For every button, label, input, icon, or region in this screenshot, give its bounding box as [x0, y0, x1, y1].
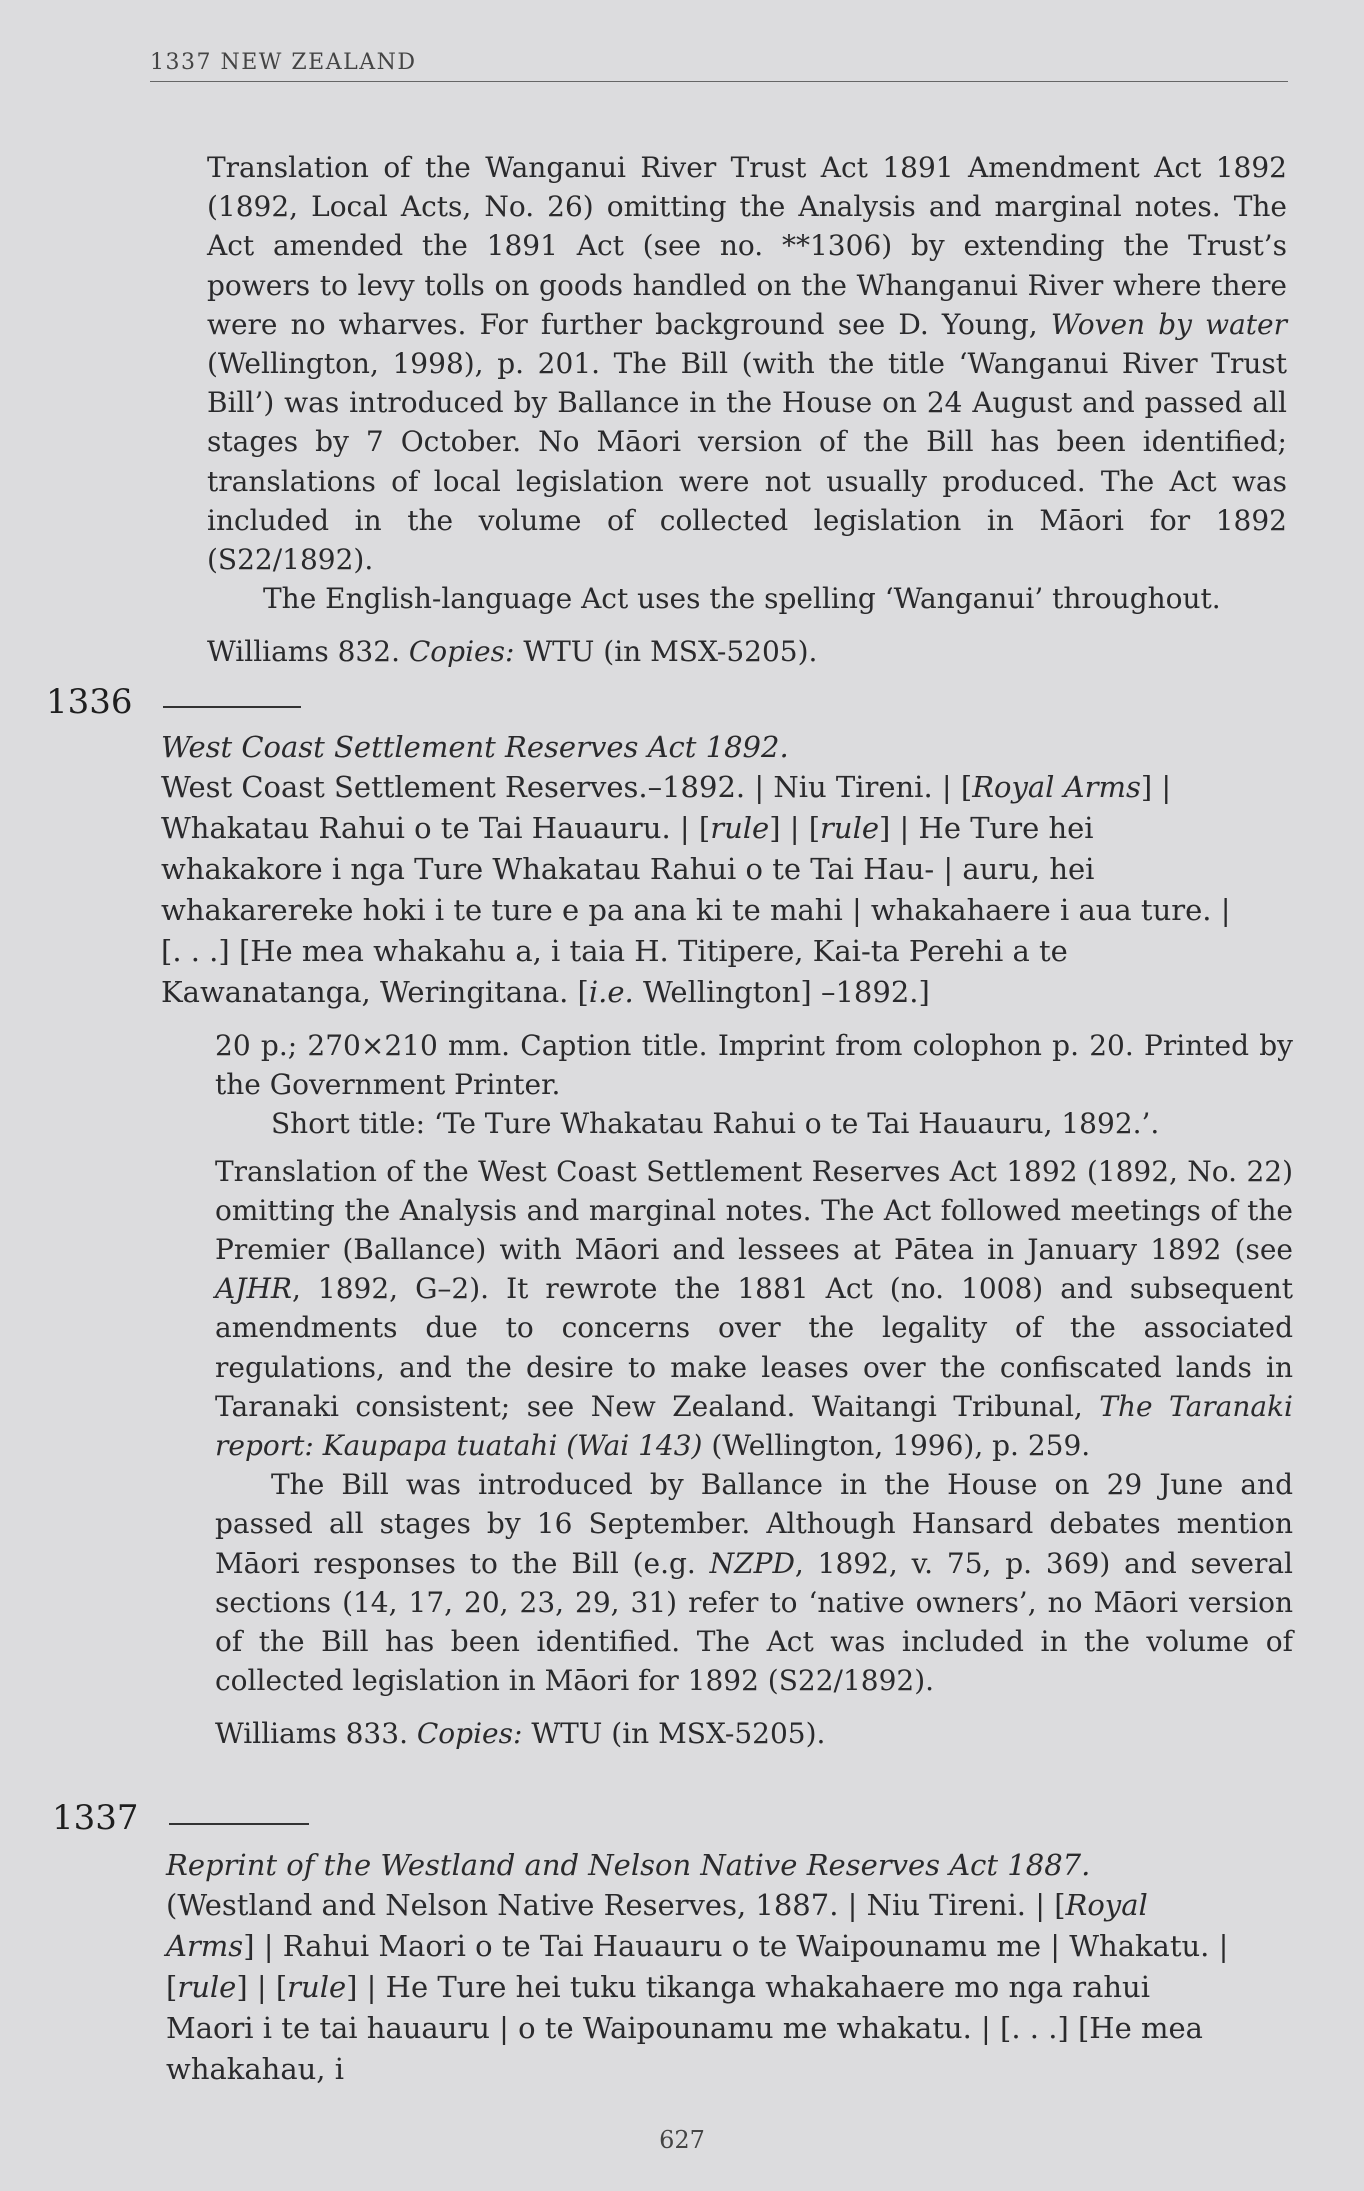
reference-line: Williams 832. Copies: WTU (in MSX-5205).: [207, 635, 818, 669]
entry-title: Reprint of the Westland and Nelson Native Reserves Act 1887.: [166, 1848, 1091, 1882]
notes-paragraph: The English-language Act uses the spelling ‘Wanganui’ throughout.: [263, 582, 1221, 616]
notes-paragraph: Translation of the Wanganui River Trust Act 1891 Amendment Act 1892 (1892, Local Acts, No. 26) omitting the Analysis and marginal notes. The Act amended the 1891 Act (see no. **1306) by extending the Trust’s powers to levy tolls on goods handled on the Whanganui River where there were no wharves. For further background see D. Young, Woven by water (Wellington, 1998), p. 201. The Bill (with the title ‘Wanganui River Trust Bill’) was introduced by Ballance in the House on 24 August and passed all stages by 7 October. No Māori version of the Bill has been identified; translations of local legislation were not usually produced. The Act was included in the volume of collected legislation in Māori for 1892 (S22/1892).: [207, 151, 1287, 577]
title-transcription: (Westland and Nelson Native Reserves, 1887. | Niu Tireni. | [Royal Arms] | Rahui Maori o te Tai Hauauru o te Waipounamu me | Whakatu. | [rule] | [rule] | He Ture hei tuku tikanga whakahaere mo nga rahui Maori i te tai hauauru | o te Waipounamu me whakatu. | [. . .] [He mea whakahau, i: [166, 1888, 1229, 2087]
reference-line: Williams 833. Copies: WTU (in MSX-5205).: [215, 1717, 826, 1751]
entry-1336-notes: [215, 1026, 1293, 1754]
entry-1336-description: [161, 728, 1233, 1013]
notes-paragraph: Translation of the West Coast Settlement Reserves Act 1892 (1892, No. 22) omitting the Analysis and marginal notes. The Act followed meetings of the Premier (Ballance) with Māori and lessees at Pātea in January 1892 (see AJHR, 1892, G–2). It rewrote the 1881 Act (no. 1008) and subsequent amendments due to concerns over the legality of the associated regulations, and the desire to make leases over the confiscated lands in Taranaki consistent; see New Zealand. Waitangi Tribunal, The Taranaki report: Kaupapa tuatahi (Wai 143) (Wellington, 1996), p. 259.: [215, 1154, 1293, 1463]
running-header: 1337 NEW ZEALAND: [150, 50, 1288, 82]
entry-dash: [163, 706, 301, 708]
page-number: 627: [659, 2126, 705, 2154]
collation: 20 p.; 270×210 mm. Caption title. Imprint from colophon p. 20. Printed by the Government Printer.: [215, 1029, 1293, 1102]
entry-title: West Coast Settlement Reserves Act 1892.: [161, 730, 789, 764]
entry-1335-notes: [207, 148, 1287, 672]
entry-dash: [169, 1823, 309, 1825]
entry-1337-description: [166, 1846, 1238, 2090]
notes-paragraph: The Bill was introduced by Ballance in the House on 29 June and passed all stages by 16 September. Although Hansard debates mention Māori responses to the Bill (e.g. NZPD, 1892, v. 75, p. 369) and several sections (14, 17, 20, 23, 29, 31) refer to ‘native owners’, no Māori version of the Bill has been identified. The Act was included in the volume of collected legislation in Māori for 1892 (S22/1892).: [215, 1468, 1293, 1698]
entry-number: 1337: [52, 1798, 139, 1838]
title-transcription: West Coast Settlement Reserves.–1892. | Niu Tireni. | [Royal Arms] | Whakatau Rahui o te Tai Hauauru. | [rule] | [rule] | He Ture hei whakakore i nga Ture Whakatau Rahui o te Tai Hau- | auru, hei whakarereke hoki i te ture e pa ana ki te mahi | whakahaere i aua ture. | [. . .] [He mea whakahu a, i taia H. Titipere, Kai-ta Perehi a te Kawanatanga, Weringitana. [i.e. Wellington] –1892.]: [161, 770, 1231, 1010]
short-title: Short title: ‘Te Ture Whakatau Rahui o te Tai Hauauru, 1892.’.: [271, 1107, 1160, 1141]
entry-number: 1336: [46, 682, 133, 722]
